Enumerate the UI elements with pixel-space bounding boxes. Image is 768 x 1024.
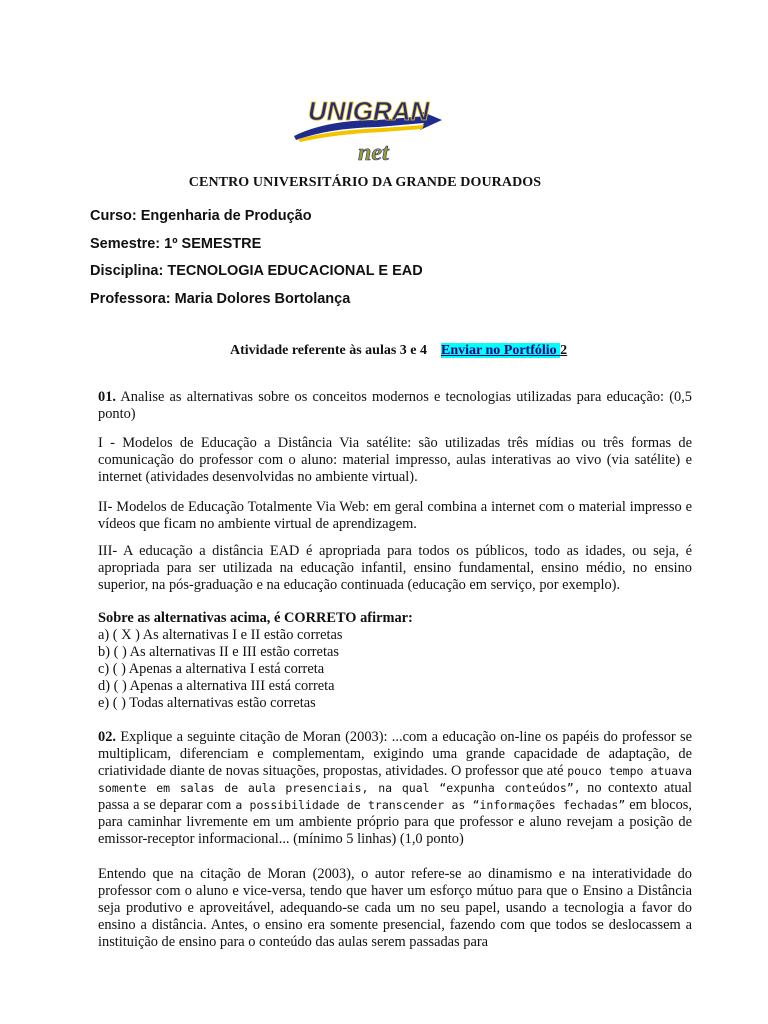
q1-option-a: a) ( X ) As alternativas I e II estão corretas (98, 627, 343, 643)
q2-text-mono-2: a possibilidade de transcender as “informações fechadas” (235, 798, 626, 812)
q1-option-e: e) ( ) Todas alternativas estão corretas (98, 695, 316, 711)
info-professor (90, 290, 350, 308)
q1-intro-text: Analise as alternativas sobre os conceitos modernos e tecnologias utilizadas para educação: (0,5 ponto) (98, 389, 692, 422)
activity-heading (230, 343, 567, 359)
q1-number: 01. (98, 389, 116, 405)
q1-intro (98, 389, 692, 423)
q2-text-b: no contexto atual passa a se deparar com (98, 780, 692, 813)
q1-statement-1: I - Modelos de Educação a Distância Via satélite: são utilizadas três mídias ou três formas de comunicação do professor com o aluno: material impresso, aulas interativas ao vivo (via satélite) e internet (atividades desenvolvidas no ambiente virtual). (98, 435, 692, 485)
q2-text-a: Explique a seguinte citação de Moran (2003): ...com a educação on-line os papéis do professor se multiplicam, diferenciam e complementam, exigindo uma grande capacidade de adaptação, de criatividade diante de novas situações, propostas, atividades. O professor que até (98, 729, 692, 779)
info-semester (90, 235, 261, 253)
q2-number: 02. (98, 729, 116, 745)
q1-statement-2: II- Modelos de Educação Totalmente Via Web: em geral combina a internet com o material impresso e vídeos que ficam no ambiente virtual de aprendizagem. (98, 499, 692, 532)
q1-options (98, 610, 692, 712)
info-discipline (90, 262, 423, 280)
q2-answer: Entendo que na citação de Moran (2003), o autor refere-se ao dinamismo e na interatividade do professor com o aluno e vice-versa, tendo que haver um esforço mútuo para que o Ensino a Distância seja produtivo e aproveitável, adequando-se cada um no seu papel, usando a tecnologia a favor do ensino a distância. Antes, o ensino era somente presencial, fazendo com que todos se deslocassem a instituição de ensino para o conteúdo das aulas serem passadas para (98, 866, 692, 950)
portfolio-link[interactable]: Enviar no Portfólio (441, 343, 561, 358)
q2-prompt (98, 729, 692, 848)
info-value: 1º SEMESTRE (164, 236, 262, 252)
info-label: Semestre: (90, 236, 161, 252)
q1-question: Sobre as alternativas acima, é CORRETO afirmar: (98, 610, 413, 626)
q1-statement-3: III- A educação a distância EAD é apropriada para todos os públicos, todo as idades, ou seja, é apropriada para ser utilizada na educação infantil, ensino fundamental, ensino médio, no ensino superior, na pós-graduação e na educação continuada (educação em serviço, por exemplo). (98, 543, 692, 593)
q2-text-mono-1: pouco tempo atuava somente em salas de aula presenciais, na qual “expunha conteúdos”, (98, 764, 692, 795)
q1-option-d: d) ( ) Apenas a alternativa III está correta (98, 678, 335, 694)
info-label: Disciplina: (90, 263, 164, 279)
institution-name: CENTRO UNIVERSITÁRIO DA GRANDE DOURADOS (188, 175, 542, 190)
q1-option-b: b) ( ) As alternativas II e III estão corretas (98, 644, 339, 660)
info-value: TECNOLOGIA EDUCACIONAL E EAD (167, 263, 423, 279)
q2-text-c: em blocos, para caminhar livremente em um ambiente próprio para que professor e aluno revejam a posição de emissor-receptor informacional... (mínimo 5 linhas) (1,0 ponto) (98, 797, 692, 847)
info-course (90, 207, 312, 225)
info-label: Curso: (90, 208, 137, 224)
portfolio-number: 2 (560, 343, 568, 358)
activity-text: Atividade referente às aulas 3 e 4 (230, 343, 428, 358)
logo-net-text: net (358, 140, 389, 166)
info-value: Maria Dolores Bortolança (174, 291, 351, 307)
info-label: Professora: (90, 291, 171, 307)
q1-option-c: c) ( ) Apenas a alternativa I está correta (98, 661, 325, 677)
unigran-net-logo (286, 90, 446, 168)
info-value: Engenharia de Produção (140, 208, 312, 224)
logo-brand-text: UNIGRAN (308, 96, 430, 126)
